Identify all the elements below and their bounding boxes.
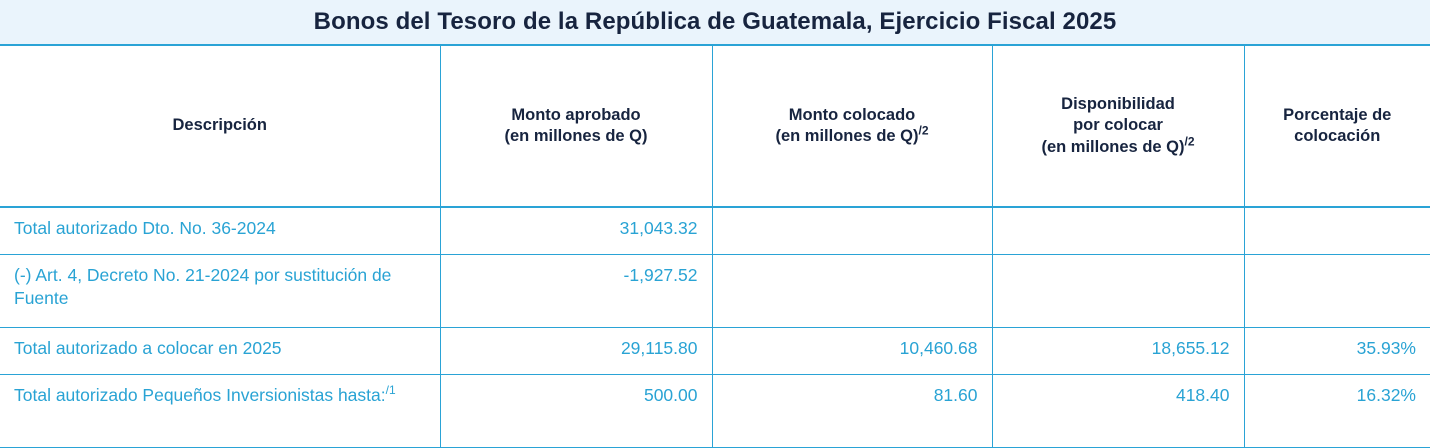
column-header-disponibilidad-line2: por colocar [1073, 116, 1163, 135]
column-header-porcentaje [1244, 45, 1430, 207]
row-1-descripcion: (-) Art. 4, Decreto No. 21-2024 por sustitución de Fuente [0, 255, 440, 328]
footnote-marker-2a: /2 [918, 123, 929, 138]
row-1-monto-aprobado: -1,927.52 [440, 255, 712, 328]
column-header-monto-aprobado-line1: Monto aprobado [511, 105, 641, 124]
row-3-descripcion-text: Total autorizado Pequeños Inversionistas hasta: [14, 385, 386, 405]
column-header-disponibilidad-line3-text: (en millones de Q) [1041, 137, 1185, 156]
footnote-marker-2b: /2 [1184, 134, 1195, 149]
page-title: Bonos del Tesoro de la República de Guatemala, Ejercicio Fiscal 2025 [0, 0, 1430, 45]
row-0-porcentaje [1244, 207, 1430, 255]
column-header-disponibilidad [992, 45, 1244, 207]
column-header-disponibilidad-line1: Disponibilidad [1061, 95, 1175, 114]
column-header-monto-colocado-line2-text: (en millones de Q) [775, 127, 919, 145]
row-2-descripcion: Total autorizado a colocar en 2025 [0, 328, 440, 375]
table-header-row [0, 45, 1430, 207]
column-header-porcentaje-line1: Porcentaje de [1283, 105, 1392, 124]
table-row [0, 328, 1430, 375]
column-header-monto-aprobado-line2: (en millones de Q) [504, 127, 648, 145]
row-0-descripcion: Total autorizado Dto. No. 36-2024 [0, 207, 440, 255]
column-header-descripcion [0, 45, 440, 207]
row-2-porcentaje: 35.93% [1244, 328, 1430, 375]
row-0-monto-aprobado: 31,043.32 [440, 207, 712, 255]
column-header-disponibilidad-line3 [1005, 134, 1232, 158]
row-2-disponibilidad: 18,655.12 [992, 328, 1244, 375]
footnote-marker-1: /1 [385, 383, 396, 398]
row-3-disponibilidad: 418.40 [992, 375, 1244, 448]
row-0-monto-colocado [712, 207, 992, 255]
column-header-descripcion-label: Descripción [172, 116, 267, 135]
row-1-porcentaje [1244, 255, 1430, 328]
row-3-porcentaje: 16.32% [1244, 375, 1430, 448]
row-0-disponibilidad [992, 207, 1244, 255]
row-2-monto-aprobado: 29,115.80 [440, 328, 712, 375]
column-header-monto-colocado-line1: Monto colocado [788, 105, 916, 124]
column-header-monto-aprobado [440, 45, 712, 207]
table-row [0, 207, 1430, 255]
row-3-monto-aprobado: 500.00 [440, 375, 712, 448]
table-row [0, 255, 1430, 328]
column-header-monto-colocado-line2 [725, 123, 980, 147]
row-2-monto-colocado: 10,460.68 [712, 328, 992, 375]
row-3-descripcion [0, 375, 440, 448]
column-header-porcentaje-line2: colocación [1294, 127, 1381, 145]
table-title-row [0, 0, 1430, 45]
table-row [0, 375, 1430, 448]
column-header-monto-colocado [712, 45, 992, 207]
row-1-disponibilidad [992, 255, 1244, 328]
row-3-monto-colocado: 81.60 [712, 375, 992, 448]
row-1-monto-colocado [712, 255, 992, 328]
